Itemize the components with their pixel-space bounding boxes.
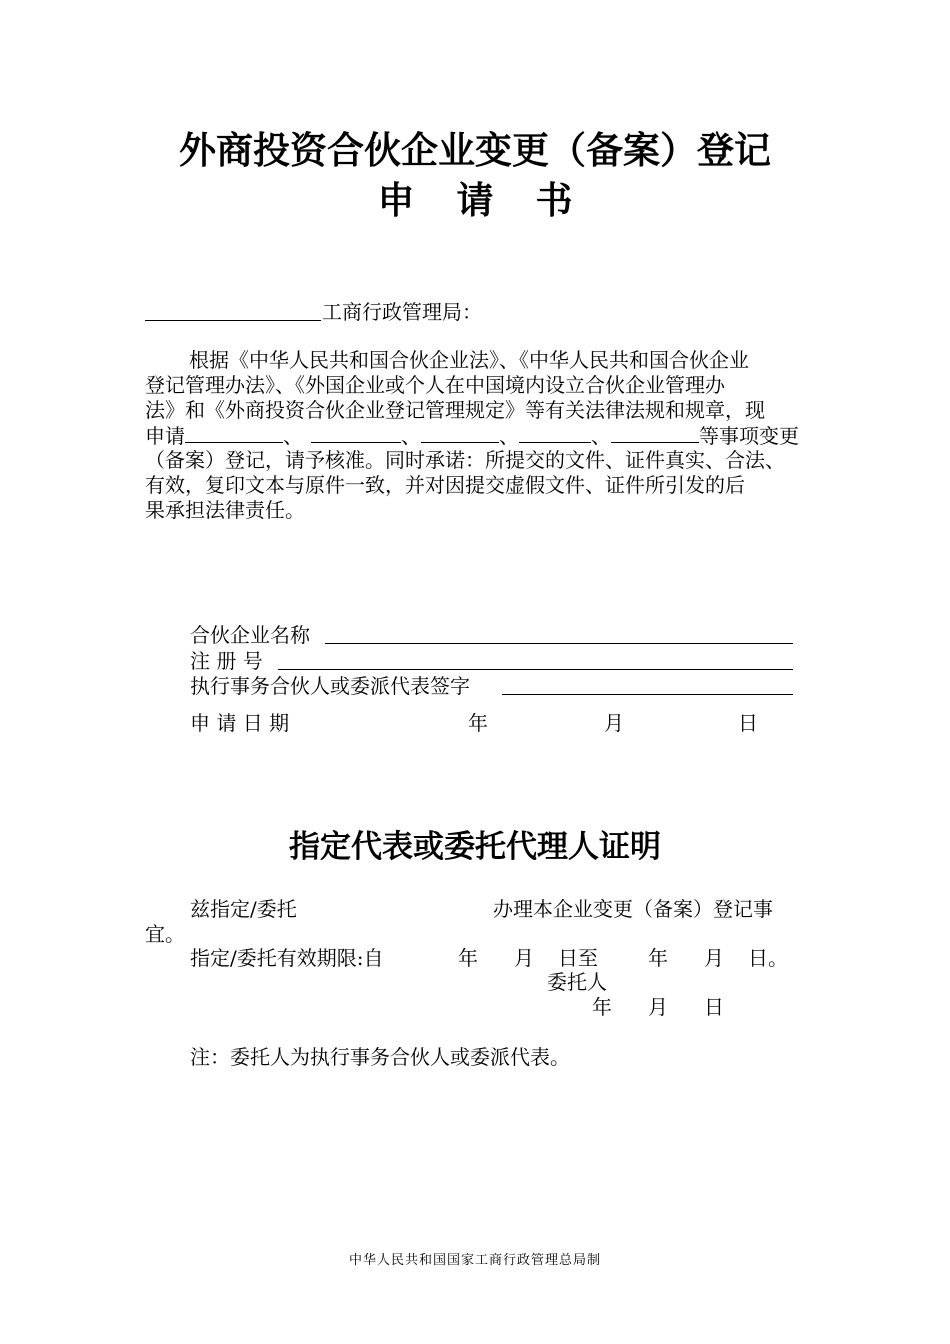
validity-day-to: 日至 [558, 946, 598, 970]
authority-name-blank[interactable] [145, 320, 321, 321]
principal-date-month: 月 [648, 995, 668, 1019]
appoint-tail: 宜。 [145, 922, 185, 946]
validity-end-month: 月 [704, 946, 724, 970]
change-item-blank-2[interactable] [311, 423, 401, 443]
separator-3: 、 [499, 424, 519, 448]
declaration-line-2: 登记管理办法》、《外国企业或个人在中国境内设立合伙企业管理办 [145, 373, 725, 397]
declaration-paragraph [145, 348, 810, 523]
declaration-line-4 [145, 423, 810, 448]
principal-date-day: 日 [704, 995, 724, 1019]
apply-date-month: 月 [604, 711, 624, 735]
change-item-blank-4[interactable] [519, 423, 591, 443]
registration-no-field[interactable] [278, 669, 793, 670]
apply-date-year: 年 [468, 711, 488, 735]
declaration-line-6: 有效，复印文本与原件一致，并对因提交虚假文件、证件所引发的后 [145, 473, 745, 497]
principal-label: 委托人 [547, 970, 607, 994]
change-item-blank-3[interactable] [421, 423, 499, 443]
declaration-line-3: 法》和《外商投资合伙企业登记管理规定》等有关法律法规和规章，现 [145, 398, 765, 422]
validity-end-year: 年 [648, 946, 668, 970]
apply-date-day: 日 [738, 711, 758, 735]
separator-2: 、 [401, 424, 421, 448]
document-title-line1: 外商投资合伙企业变更（备案）登记 [179, 129, 771, 172]
proxy-section-title: 指定代表或委托代理人证明 [289, 829, 661, 865]
document-title-line2: 申请书 [377, 179, 615, 222]
validity-label: 指定/委托有效期限:自 [190, 946, 384, 970]
declaration-line-1: 根据《中华人民共和国合伙企业法》、《中华人民共和国合伙企业 [189, 348, 749, 372]
registration-no-label: 注 册 号 [190, 649, 263, 673]
footer-issuer: 中华人民共和国国家工商行政管理总局制 [348, 1253, 601, 1268]
change-item-blank-5[interactable] [611, 423, 699, 443]
separator-1: 、 [283, 424, 303, 448]
apply-suffix: 等事项变更 [699, 424, 799, 448]
apply-date-label: 申 请 日 期 [190, 711, 290, 735]
separator-4: 、 [591, 424, 611, 448]
principal-date-year: 年 [592, 995, 612, 1019]
appoint-prefix: 兹指定/委托 [190, 897, 297, 921]
declaration-line-5: （备案）登记，请予核准。同时承诺：所提交的文件、证件真实、合法、 [145, 448, 785, 472]
validity-start-year: 年 [458, 946, 478, 970]
apply-prefix: 申请 [145, 424, 185, 448]
validity-end-day: 日。 [748, 946, 788, 970]
signature-label: 执行事务合伙人或委派代表签字 [190, 674, 470, 698]
proxy-note: 注：委托人为执行事务合伙人或委派代表。 [190, 1045, 570, 1069]
validity-start-month: 月 [514, 946, 534, 970]
change-item-blank-1[interactable] [185, 423, 283, 443]
addressee-suffix: 工商行政管理局： [322, 300, 482, 324]
enterprise-name-label: 合伙企业名称 [190, 623, 310, 647]
signature-field[interactable] [502, 694, 793, 695]
appoint-suffix: 办理本企业变更（备案）登记事 [493, 897, 773, 921]
enterprise-name-field[interactable] [325, 643, 793, 644]
declaration-line-7: 果承担法律责任。 [145, 498, 305, 522]
